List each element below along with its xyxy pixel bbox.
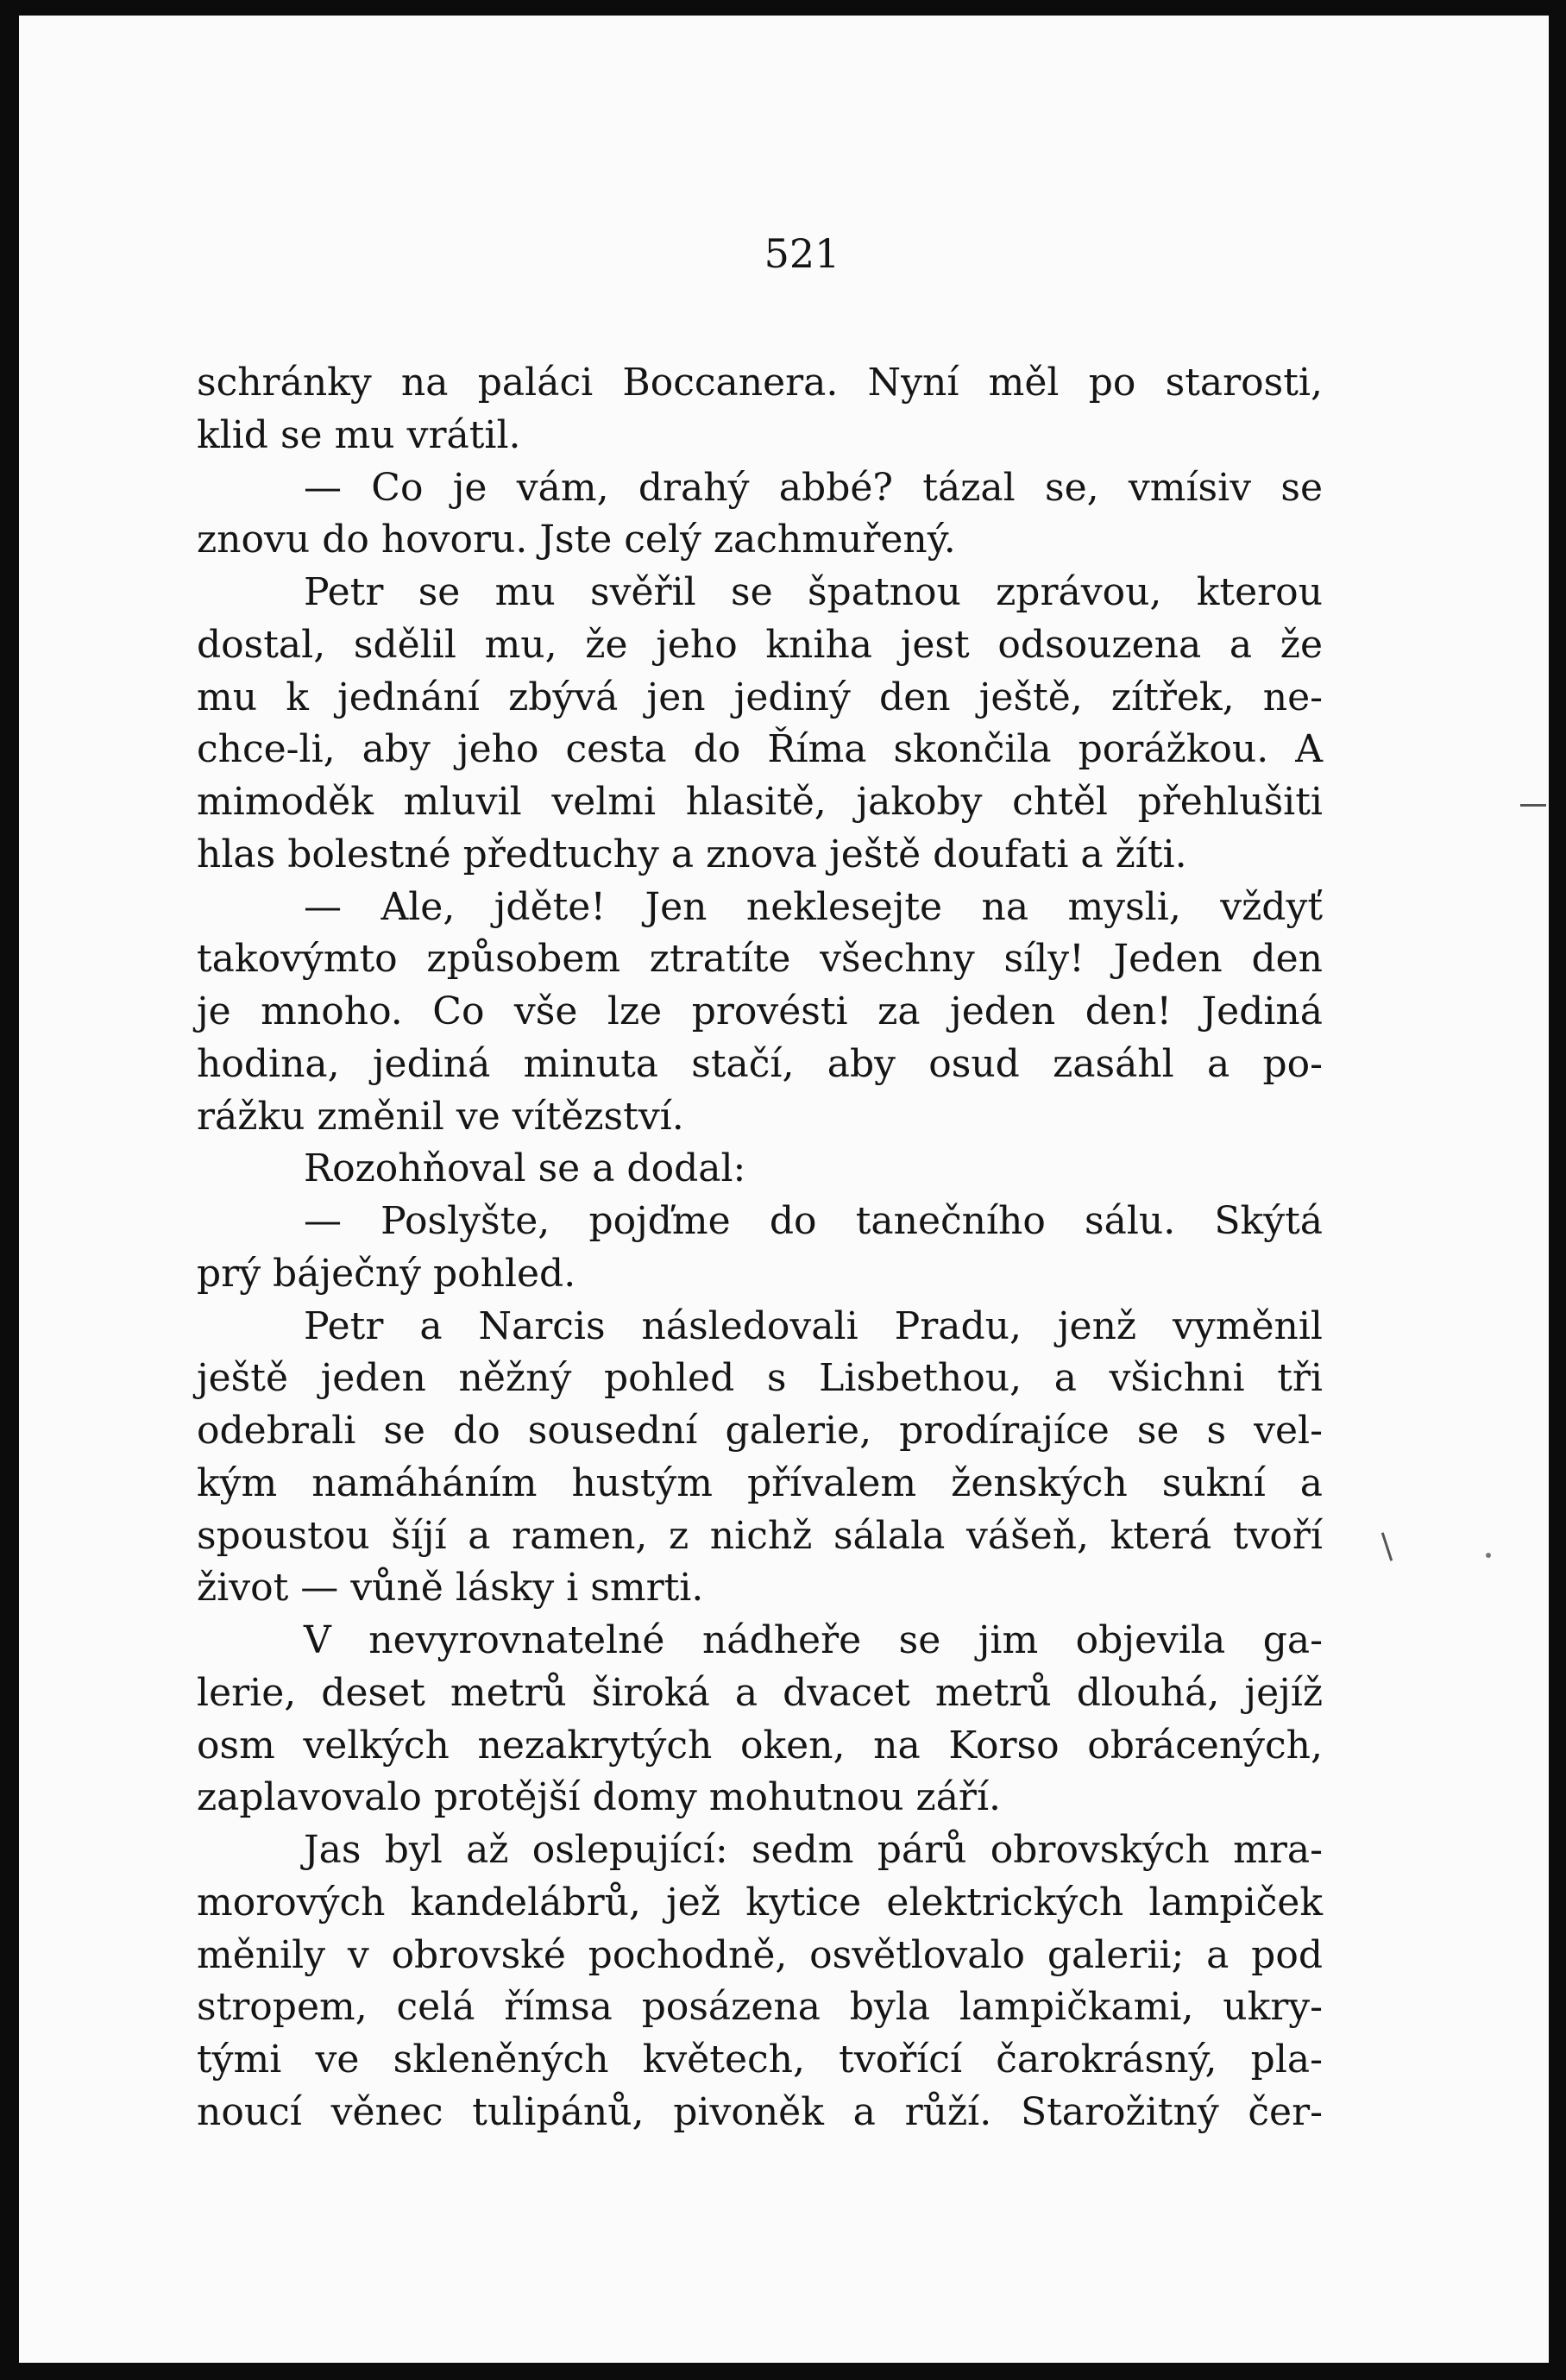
text-line: osm velkých nezakrytých oken, na Korso obrácených, (197, 1723, 1323, 1768)
text-line: ještě jeden něžný pohled s Lisbethou, a všichni tři (197, 1356, 1323, 1401)
text-line: mimoděk mluvil velmi hlasitě, jakoby chtěl přehlušiti (197, 780, 1323, 824)
text-line: je mnoho. Co vše lze provésti za jeden den! Jediná (197, 989, 1323, 1033)
text-line: lerie, deset metrů široká a dvacet metrů dlouhá, jejíž (197, 1670, 1323, 1715)
text-line: — Co je vám, drahý abbé? tázal se, vmísiv se (304, 465, 1323, 510)
text-line: měnily v obrovské pochodně, osvětlovalo galerii; a pod (197, 1932, 1323, 1977)
text-line: spoustou šíjí a ramen, z nichž sálala vášeň, která tvoří (197, 1513, 1323, 1558)
text-line: tými ve skleněných květech, tvořící čarokrásný, pla- (197, 2038, 1323, 2082)
text-line: morových kandelábrů, jež kytice elektrických lampiček (197, 1880, 1323, 1925)
text-line: dostal, sdělil mu, že jeho kniha jest odsouzena a že (197, 622, 1323, 667)
margin-mark (1520, 804, 1546, 807)
text-line: kým namáháním hustým přívalem ženských sukní a (197, 1460, 1323, 1505)
text-line: hodina, jediná minuta stačí, aby osud zasáhl a po- (197, 1041, 1323, 1086)
text-line: znovu do hovoru. Jste celý zachmuřený. (197, 518, 956, 562)
margin-mark (1381, 1532, 1393, 1561)
text-line: hlas bolestné předtuchy a znova ještě doufati a žíti. (197, 832, 1187, 876)
text-line: Petr se mu svěřil se špatnou zprávou, kterou (304, 570, 1323, 614)
text-line: chce-li, aby jeho cesta do Říma skončila porážkou. A (197, 727, 1323, 772)
text-line: — Ale, jděte! Jen neklesejte na mysli, vždyť (304, 884, 1323, 929)
text-line: stropem, celá římsa posázena byla lampičkami, ukry- (197, 1985, 1323, 2030)
text-line: schránky na paláci Boccanera. Nyní měl po starosti, (197, 361, 1323, 405)
text-line: V nevyrovnatelné nádheře se jim objevila ga- (304, 1618, 1323, 1662)
text-line: prý báječný pohled. (197, 1251, 576, 1296)
text-line: Petr a Narcis následovali Pradu, jenž vyměnil (304, 1303, 1323, 1348)
margin-speck (1486, 1553, 1491, 1558)
text-line: odebrali se do sousední galerie, prodírajíce se s vel- (197, 1409, 1323, 1453)
text-line: Jas byl až oslepující: sedm párů obrovských mra- (304, 1828, 1323, 1872)
text-line: noucí věnec tulipánů, pivoněk a růží. Starožitný čer- (197, 2089, 1323, 2134)
text-line: mu k jednání zbývá jen jediný den ještě, zítřek, ne- (197, 675, 1323, 719)
body-text (197, 357, 1323, 2139)
text-line: — Poslyšte, pojďme do tanečního sálu. Skýtá (304, 1199, 1323, 1243)
page-number: 521 (764, 230, 840, 277)
text-line: rážku změnil ve vítězství. (197, 1094, 684, 1139)
text-line: zaplavovalo protější domy mohutnou září. (197, 1775, 1002, 1820)
text-line: Rozohňoval se a dodal: (304, 1146, 746, 1191)
text-line: klid se mu vrátil. (197, 412, 521, 457)
text-line: takovýmto způsobem ztratíte všechny síly! Jeden den (197, 937, 1323, 982)
text-line: život — vůně lásky i smrti. (197, 1566, 704, 1611)
